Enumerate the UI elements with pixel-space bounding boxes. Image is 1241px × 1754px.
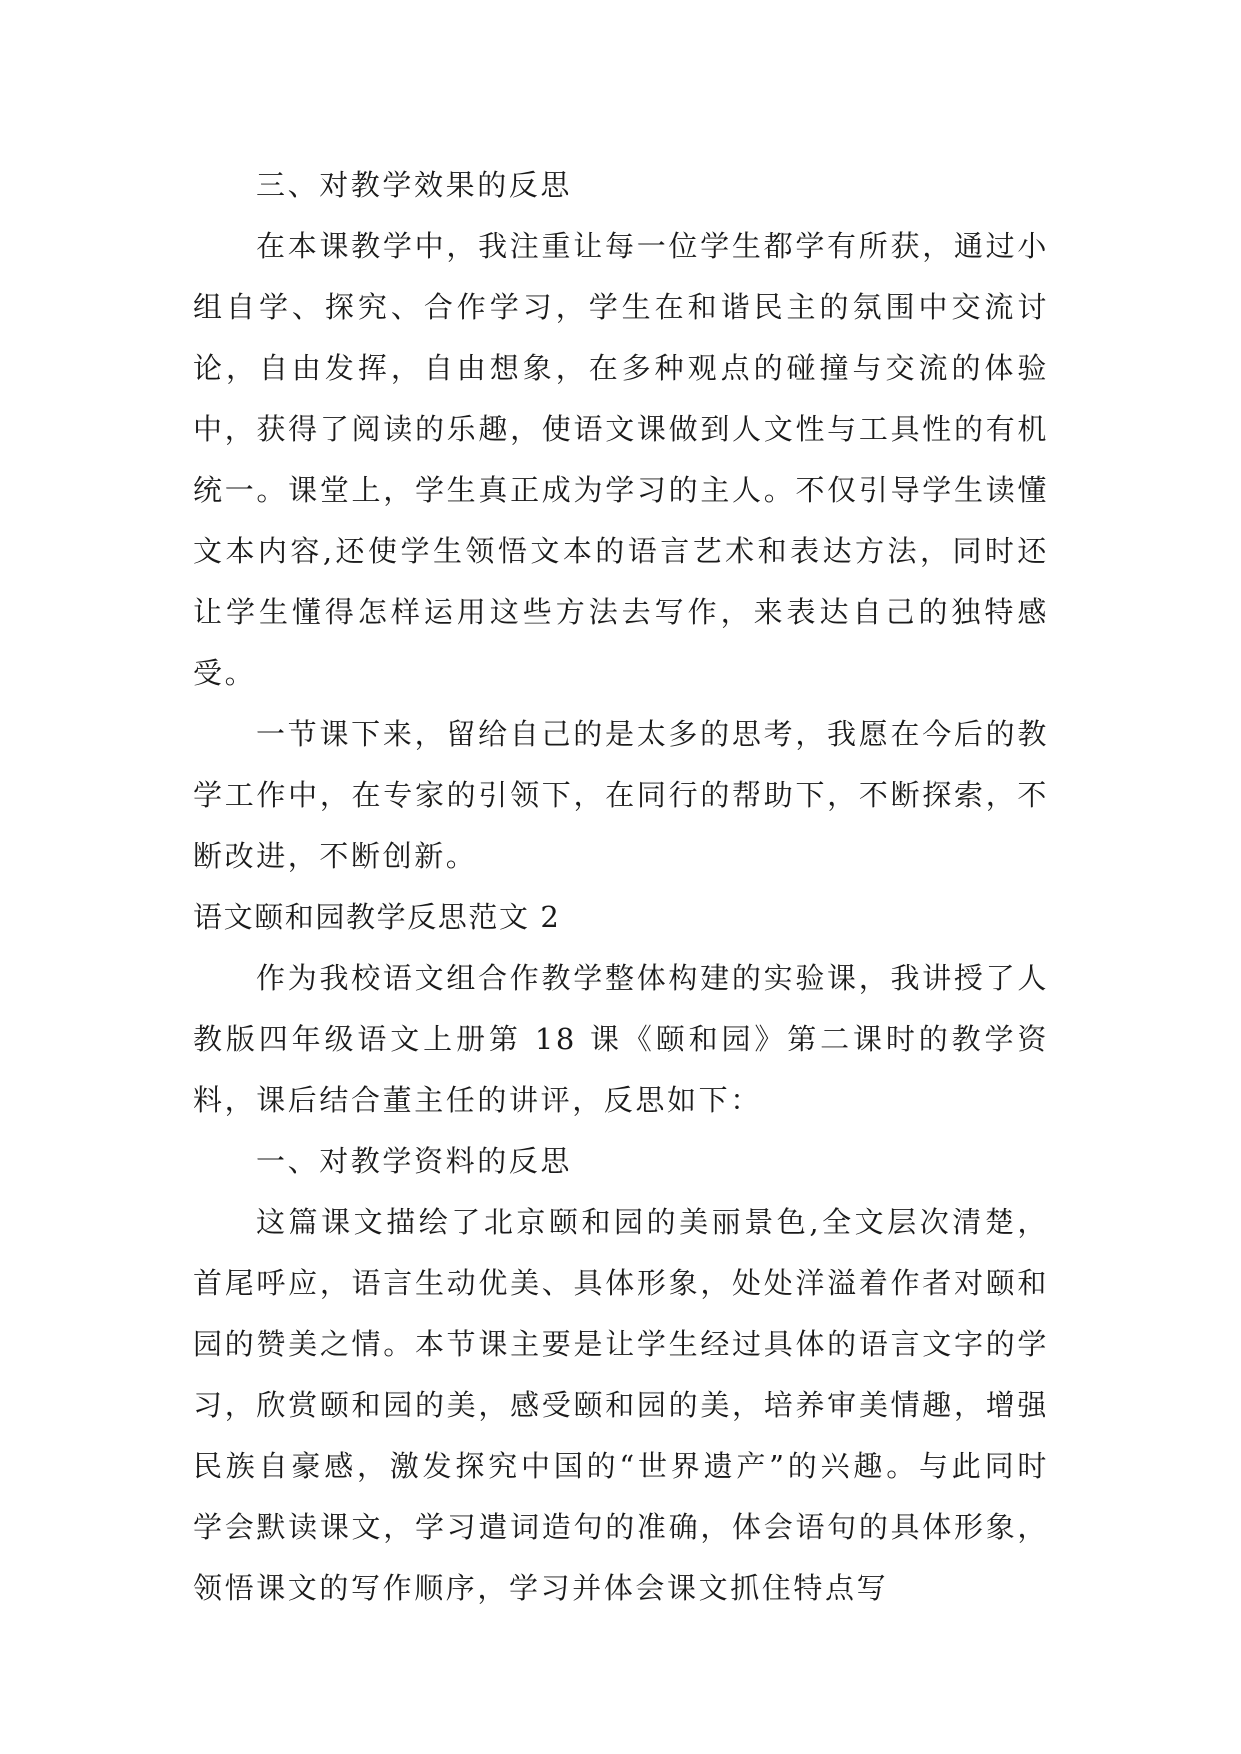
- document-body: [193, 155, 1049, 1619]
- section-heading-material: 一、对教学资料的反思: [256, 1144, 573, 1178]
- paragraph-intro: 作为我校语文组合作教学整体构建的实验课，我讲授了人教版四年级语文上册第 18 课《颐和园》第二课时的教学资料，课后结合董主任的讲评，反思如下：: [193, 961, 1049, 1117]
- paragraph-material-reflection: 这篇课文描绘了北京颐和园的美丽景色,全文层次清楚，首尾呼应，语言生动优美、具体形象，处处洋溢着作者对颐和园的赞美之情。本节课主要是让学生经过具体的语言文字的学习，欣赏颐和园的美，感受颐和园的美，培养审美情趣，增强民族自豪感，激发探究中国的“世界遗产”的兴趣。与此同时学会默读课文，学习遣词造句的准确，体会语句的具体形象，领悟课文的写作顺序，学习并体会课文抓住特点写: [193, 1205, 1049, 1605]
- article-title: 语文颐和园教学反思范文 2: [193, 900, 561, 934]
- paragraph-effect-reflection: 在本课教学中，我注重让每一位学生都学有所获，通过小组自学、探究、合作学习，学生在和谐民主的氛围中交流讨论，自由发挥，自由想象，在多种观点的碰撞与交流的体验中，获得了阅读的乐趣，使语文课做到人文性与工具性的有机统一。课堂上，学生真正成为学习的主人。不仅引导学生读懂文本内容,还使学生领悟文本的语言艺术和表达方法，同时还让学生懂得怎样运用这些方法去写作，来表达自己的独特感受。: [193, 229, 1049, 690]
- paragraph-closing: 一节课下来，留给自己的是太多的思考，我愿在今后的教学工作中，在专家的引领下，在同行的帮助下，不断探索，不断改进，不断创新。: [193, 717, 1049, 873]
- section-heading-effect: 三、对教学效果的反思: [256, 168, 573, 202]
